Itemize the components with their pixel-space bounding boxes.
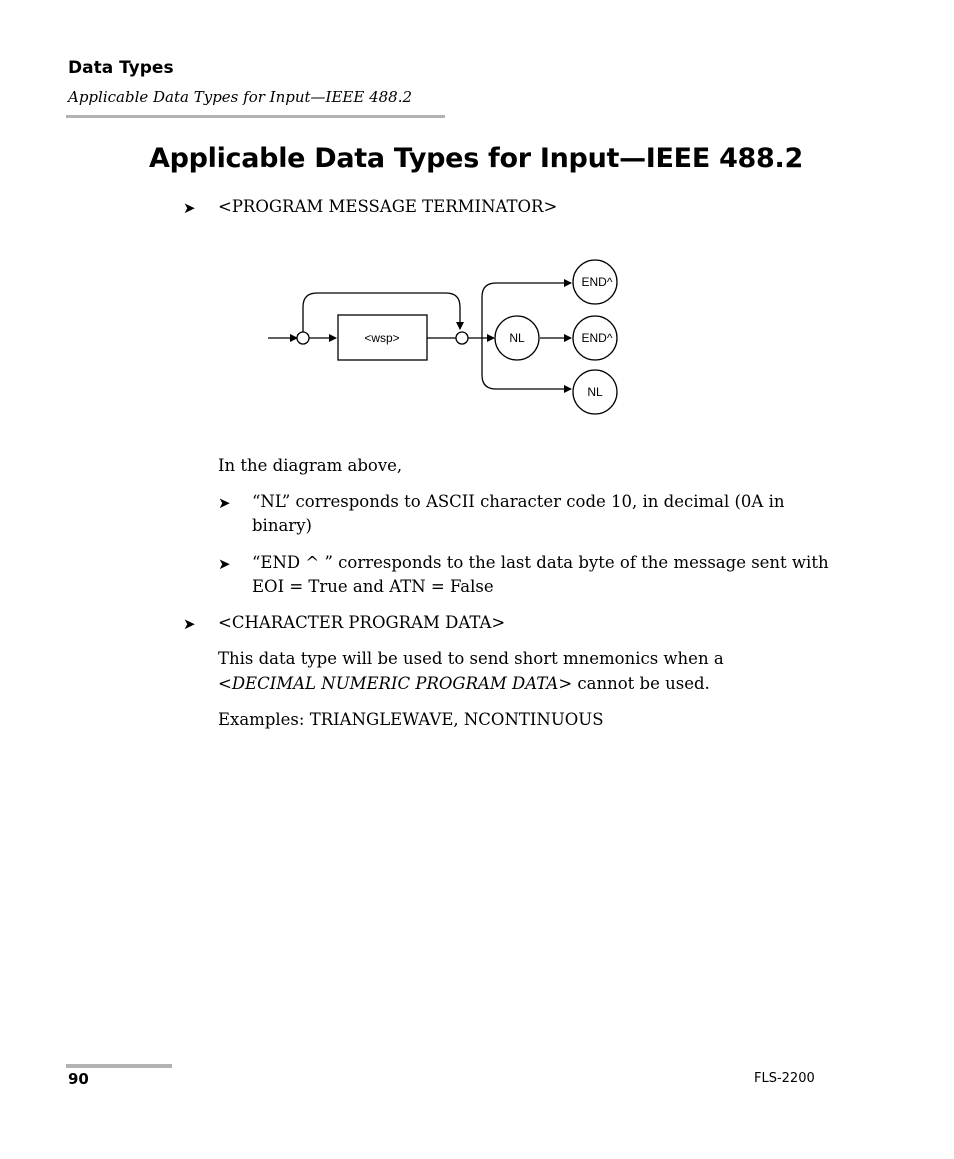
footer-rule [66, 1064, 172, 1068]
end-note-line1: “END ^ ” corresponds to the last data byte of the message sent with [252, 553, 829, 572]
bullet-arrow-icon: ➤ [218, 555, 231, 573]
terminator-heading: <PROGRAM MESSAGE TERMINATOR> [218, 197, 558, 216]
bypass-loop [303, 293, 460, 332]
header-rule [66, 115, 445, 118]
char-desc-line2 [218, 672, 710, 696]
product-model: FLS-2200 [754, 1071, 815, 1086]
char-heading: <CHARACTER PROGRAM DATA> [218, 613, 506, 632]
page-title: Applicable Data Types for Input—IEEE 488.2 [149, 143, 803, 174]
section-subtitle: Applicable Data Types for Input—IEEE 488.2 [68, 88, 413, 106]
bullet-arrow-icon: ➤ [218, 494, 231, 512]
bullet-arrow-icon: ➤ [183, 199, 196, 217]
diagram-intro: In the diagram above, [218, 456, 403, 475]
examples-text: Examples: TRIANGLEWAVE, NCONTINUOUS [218, 710, 604, 729]
char-desc-italic: <DECIMAL NUMERIC PROGRAM DATA> [218, 674, 573, 693]
nl-label: NL [509, 331, 525, 345]
page-number: 90 [68, 1070, 89, 1088]
exit-junction [456, 332, 468, 344]
char-desc-rest: cannot be used. [572, 674, 710, 693]
bullet-arrow-icon: ➤ [183, 615, 196, 633]
end-top-label: END^ [581, 275, 613, 289]
end-mid-label: END^ [581, 331, 613, 345]
wsp-label: <wsp> [364, 331, 400, 345]
char-desc-line1: This data type will be used to send short mnemonics when a [218, 649, 724, 668]
section-title: Data Types [68, 58, 174, 78]
entry-junction [297, 332, 309, 344]
terminator-syntax-diagram [260, 255, 630, 425]
nl-note-line2: binary) [252, 516, 312, 535]
nl-bottom-label: NL [587, 385, 603, 399]
end-note-line2: EOI = True and ATN = False [252, 577, 494, 596]
nl-note-line1: “NL” corresponds to ASCII character code 10, in decimal (0A in [252, 492, 785, 511]
